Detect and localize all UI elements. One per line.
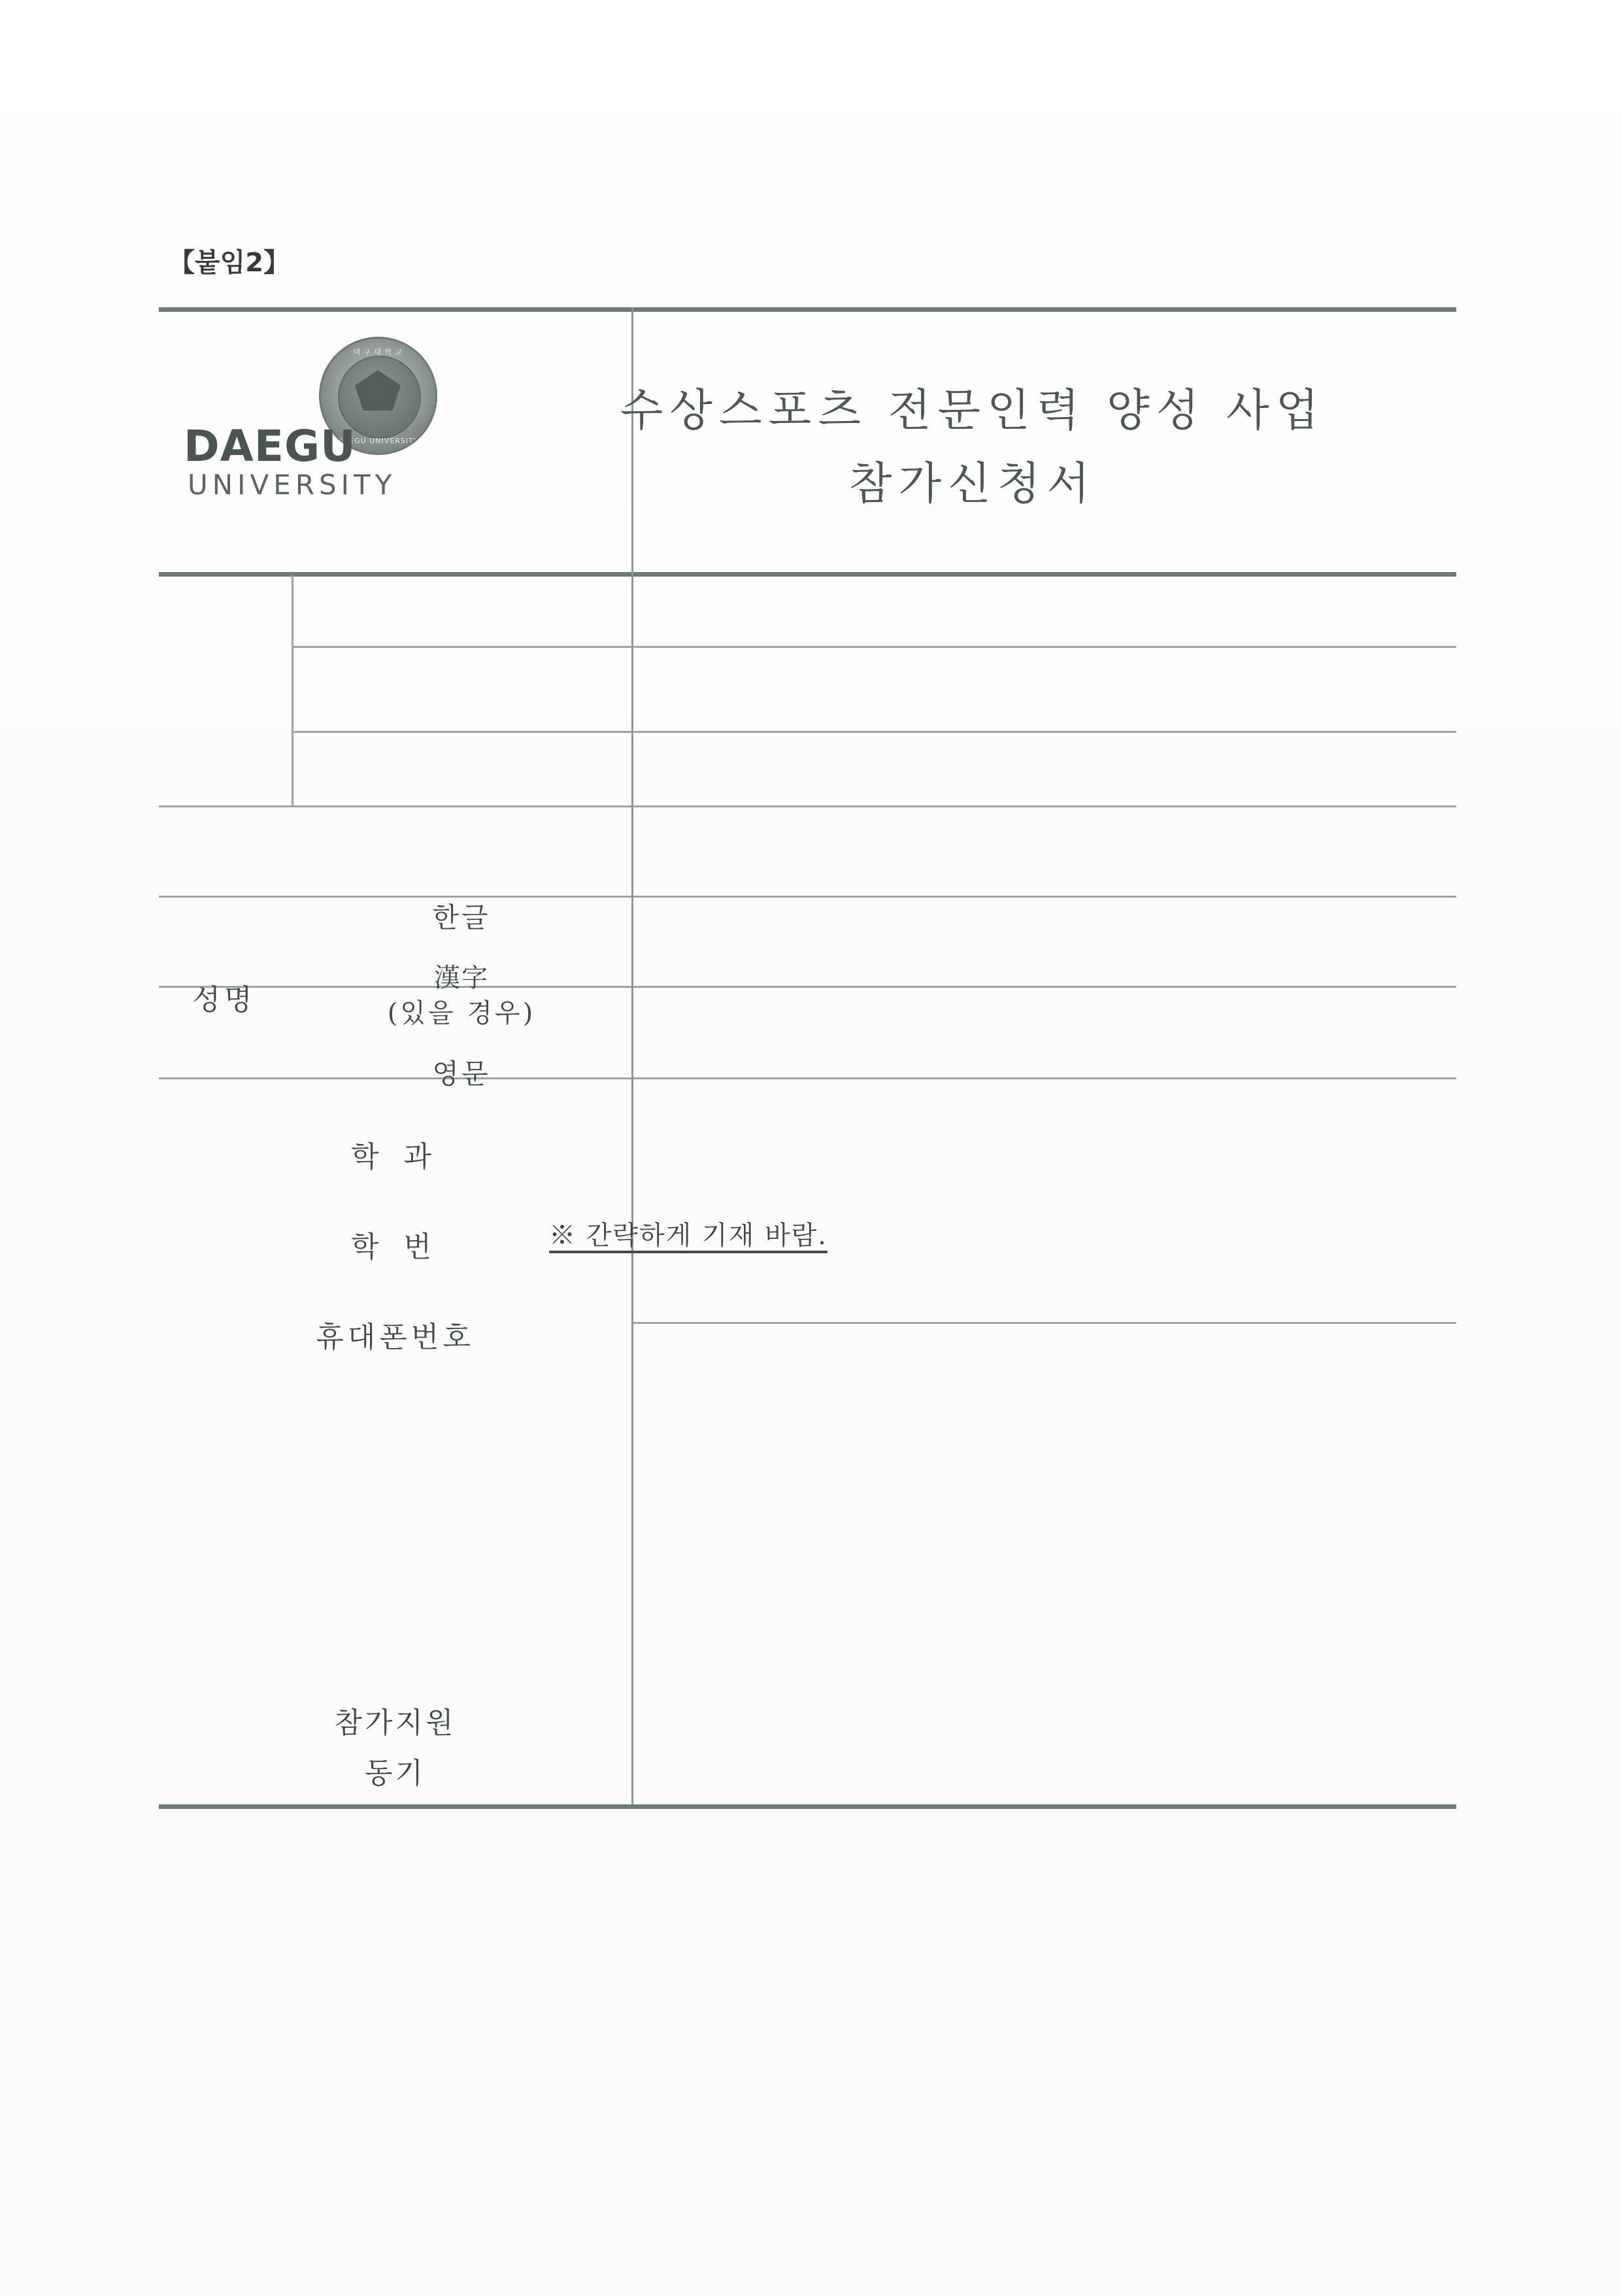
seal-top-text: 대 구 대 학 교	[353, 348, 403, 356]
input-name-hangul[interactable]	[633, 575, 1456, 646]
university-logo	[159, 314, 492, 575]
label-student-id: 학 번	[351, 1230, 439, 1264]
title-line-2: 참가신청서	[848, 458, 1097, 510]
attachment-label: 【붙임2】	[169, 248, 290, 278]
input-student-id[interactable]	[633, 898, 1456, 985]
logo-wordmark-university: UNIVERSITY	[188, 469, 397, 501]
input-department[interactable]	[633, 807, 1456, 894]
title-line-1: 수상스포츠 전문인력 양성 사업	[620, 384, 1326, 437]
logo-wordmark	[184, 421, 471, 503]
label-motivation-line2: 동기	[364, 1757, 426, 1790]
page-title	[499, 327, 1446, 569]
label-motivation-line1: 참가지원	[334, 1706, 456, 1740]
label-phone-number: 휴대폰번호	[316, 1320, 475, 1354]
column-divider-name	[292, 575, 293, 805]
logo-wordmark-daegu: DAEGU	[184, 421, 356, 471]
label-name-hangul: 한글	[432, 901, 491, 934]
seal-bottom-text: DAEGU UNIVERSITY	[337, 437, 419, 445]
table-top-border	[159, 307, 1456, 312]
input-name-english[interactable]	[633, 732, 1456, 804]
input-phone-number[interactable]	[633, 988, 1456, 1076]
label-name-hanja	[292, 953, 631, 1038]
input-name-hanja[interactable]	[633, 647, 1456, 730]
label-motivation	[159, 1385, 631, 2112]
application-form-table	[159, 307, 1456, 1811]
label-name-hanja-line1: 漢字	[434, 963, 489, 993]
label-name: 성명	[192, 983, 256, 1017]
input-motivation[interactable]	[633, 1079, 1456, 1803]
label-name-hanja-line2: (있을 경우)	[387, 998, 536, 1028]
label-department: 학 과	[351, 1140, 439, 1173]
label-name-english: 영문	[432, 1057, 491, 1090]
motivation-note: ※ 간략하게 기재 바람.	[549, 1221, 827, 1251]
